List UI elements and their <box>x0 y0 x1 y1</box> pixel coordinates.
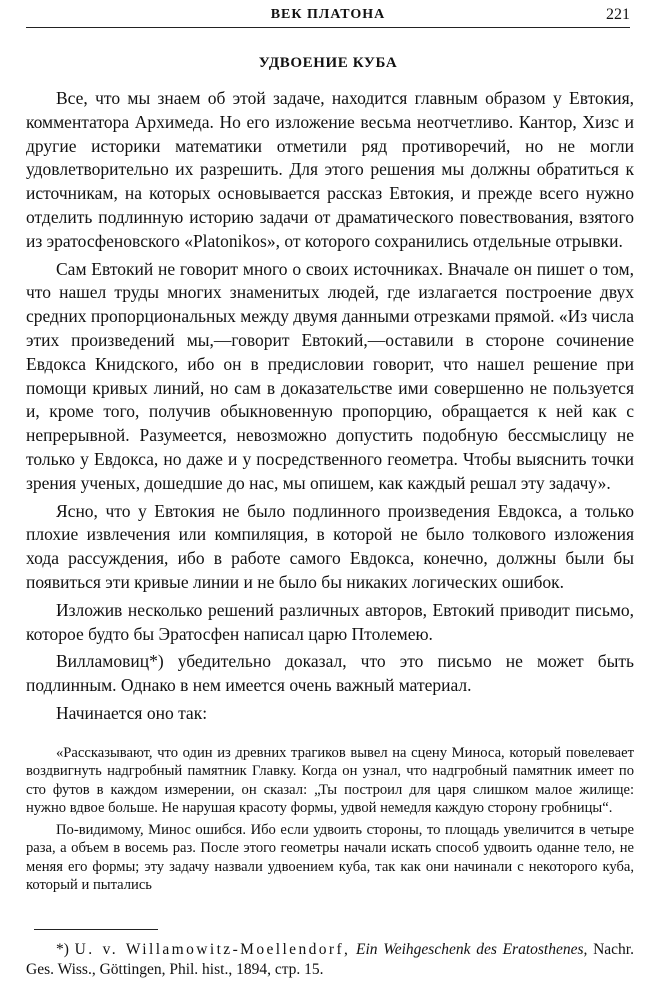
footnote-divider <box>34 929 158 930</box>
paragraph: Ясно, что у Евтокия не было подлинного произведения Евдокса, а только плохие извлечения или компиляция, в которой не было толкового изложения хода рассуждения, ибо в работе самого Евдокса, конечно, должны были бы появиться эти кривые линии и не было бы никаких логических ошибок. <box>26 500 634 592</box>
footnote-source: Nachr. Ges. Wiss., Göttingen, Phil. hist., 1894, стр. 15. <box>26 941 634 978</box>
paragraph: Вилламовиц*) убедительно доказал, что это письмо не может быть подлинным. Однако в нем имеется очень важный материал. <box>26 651 634 696</box>
running-title: ВЕК ПЛАТОНА <box>270 7 386 22</box>
page-header <box>26 5 630 28</box>
footnote-author: U. v. Willamowitz-Moellendorf, <box>74 941 351 958</box>
footnote <box>26 940 634 980</box>
section-title: УДВОЕНИЕ КУБА <box>258 55 398 71</box>
quote-paragraph: По-видимому, Минос ошибся. Ибо если удвоить стороны, то площадь увеличится в четыре раза, а объем в восемь раз. После этого геометры начали искать способ удвоить оданне тело, не меняя его формы; эту задачу назвали удвоением куба, так как они начинали с некоторого куба, который и пытались <box>26 822 634 894</box>
footnote-marker: *) <box>56 941 69 958</box>
footnote-title: Ein Weihgeschenk des Eratosthenes, <box>356 941 588 958</box>
quote-paragraph: «Рассказывают, что один из древних трагиков вывел на сцену Миноса, который повелевает воздвигнуть надгробный памятник Главку. Когда он узнал, что надгробный памятник имеет по сто футов в каждом измерении, он сказал: „Ты построил для царя слишком малое жилище: нужно вдвое больше. Не нарушая красоту формы, удвой немедля каждую сторону гробницы“. <box>26 745 634 816</box>
paragraph: Все, что мы знаем об этой задаче, находится главным образом у Евтокия, комментатора Архимеда. Но его изложение весьма неотчетливо. Кантор, Хизс и другие историки математики отметили ряд противоречий, но не могли удовлетворительно их разрешить. Для этого решения мы должны обратиться к источникам, на которых основывается рассказ Евтокия, и прежде всего нужно отделить подлинную историю задачи от драматического повествования, взятого из эратосфеновского «Platonikos», от которого сохранились отдельные отрывки. <box>26 88 634 251</box>
main-text <box>26 87 634 730</box>
page-number: 221 <box>606 6 630 23</box>
paragraph: Начинается оно так: <box>56 702 208 723</box>
paragraph: Сам Евтокий не говорит много о своих источниках. Вначале он пишет о том, что нашел труды многих знаменитых людей, где излагается построение двух средних пропорциональных между двумя данными отрезками прямой. «Из числа этих произведений мы,—говорит Евтокий,—оставили в стороне сочинение Евдокса Книдского, ибо он в предисловии говорит, что нашел решение при помощи кривых линий, но сам в доказательстве ими совершенно не пользуется и, кроме того, получив обыкновенную пропорцию, обращается к ней как с непрерывной. Разумеется, невозможно допустить подобную бессмыслицу не только у Евдокса, но даже и у посредственного геометра. Чтобы выяснить точки зрения ученых, дошедшие до нас, мы опишем, как каждый решал эту задачу». <box>26 258 634 493</box>
quoted-letter <box>26 744 634 898</box>
paragraph: Изложив несколько решений различных авторов, Евтокий приводит письмо, которое будто бы Эратосфен написал царю Птолемею. <box>26 599 634 644</box>
